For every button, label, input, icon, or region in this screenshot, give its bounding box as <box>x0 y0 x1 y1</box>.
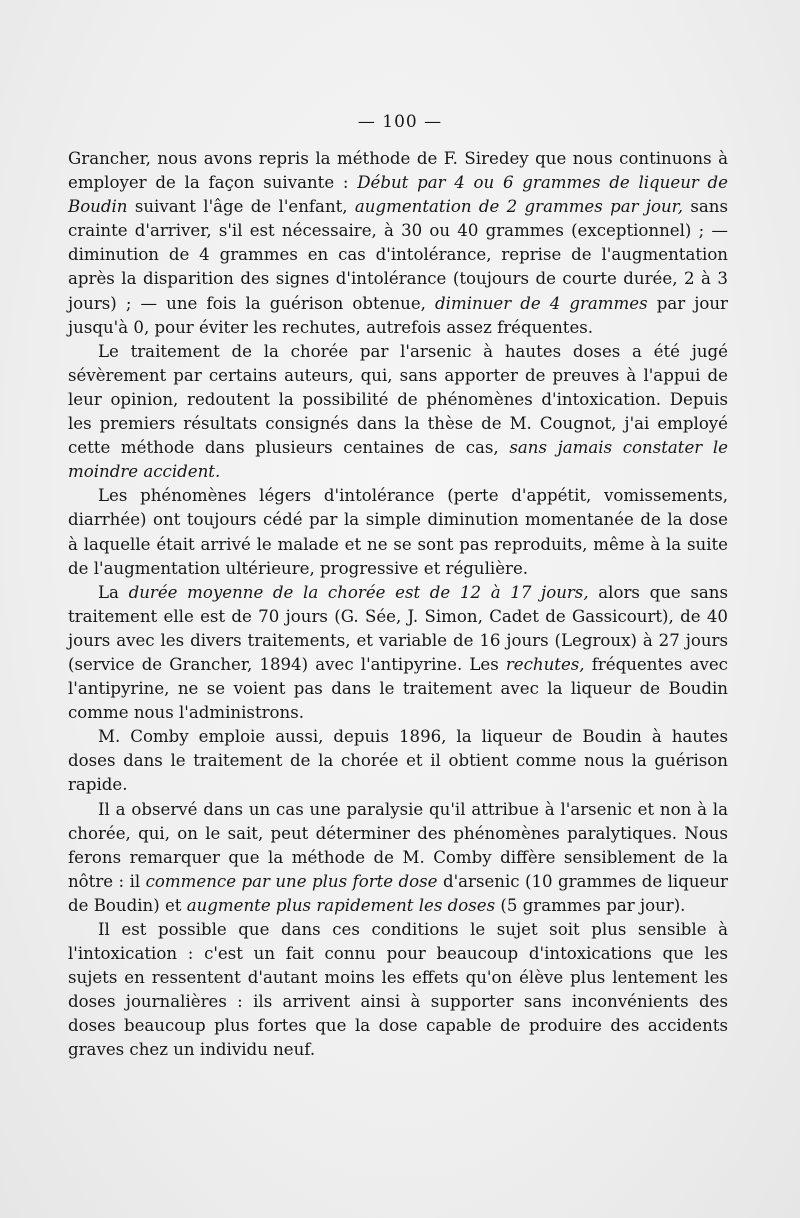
text-run: (5 grammes par jour). <box>495 895 686 915</box>
italic-text: diminuer de 4 grammes <box>435 293 648 313</box>
paragraph-6 <box>68 798 728 918</box>
paragraph-2 <box>68 340 728 485</box>
text-run: M. Comby emploie aussi, depuis 1896, la liqueur de Boudin à hautes doses dans le traitement de la chorée et il obtient comme nous la guérison rapide. <box>68 727 728 795</box>
page-number: — 100 — <box>357 112 443 132</box>
italic-text: Début par 4 ou 6 grammes de liqueur de Boudin <box>68 173 728 217</box>
paragraph-7 <box>68 918 728 1063</box>
paragraph-1 <box>68 147 728 340</box>
italic-text: commence par une plus forte dose <box>145 871 438 891</box>
text-run: Il est possible que dans ces conditions le sujet soit plus sensible à l'intoxication : c'est un fait connu pour beaucoup d'intoxications que les sujets en ressentent d'autant moins les effets qu'on élève plus lentement les doses journalières : ils arrivent ainsi à supporter sans inconvénients des doses beaucoup plus fortes que la dose capable de produire des accidents graves chez un individu neuf. <box>68 920 728 1060</box>
paragraph-3 <box>68 484 728 580</box>
paragraph-5 <box>68 725 728 797</box>
text-run: Le traitement de la chorée par l'arsenic à hautes doses a été jugé sévèrement par certains auteurs, qui, sans apporter de preuves à l'appui de leur opinion, redoutent la possibilité de phénomènes d'intoxication. Depuis les premiers résultats consignés dans la thèse de M. Cougnot, j'ai employé cette méthode dans plusieurs centaines de cas, <box>68 341 728 458</box>
text-run: d'arsenic (10 grammes de liqueur de Boudin) et <box>68 871 728 915</box>
text-run: par jour jusqu'à 0, pour éviter les rechutes, autrefois assez fréquentes. <box>68 293 728 337</box>
text-run: La <box>98 582 129 602</box>
body-text <box>68 147 728 1063</box>
italic-text: sans jamais constater le moindre accident. <box>68 438 728 482</box>
text-run: Il a observé dans un cas une paralysie qu'il attribue à l'arsenic et non à la chorée, qui, on le sait, peut déterminer des phénomènes paralytiques. Nous ferons remarquer que la méthode de M. Comby diffère sensiblement de la nôtre : il <box>68 799 728 891</box>
italic-text: durée moyenne de la chorée est de 12 à 17 jours, <box>128 582 589 602</box>
text-run: Grancher, nous avons repris la méthode de F. Siredey que nous continuons à employer de la façon suivante : <box>68 149 728 193</box>
text-run: alors que sans traitement elle est de 70 jours (G. Sée, J. Simon, Cadet de Gassicourt), de 40 jours avec les divers traitements, et variable de 16 jours (Legroux) à 27 jours (service de Grancher, 1894) avec l'antipyrine. Les <box>68 582 729 674</box>
text-run: fréquentes avec l'antipyrine, ne se voient pas dans le traitement avec la liqueur de Boudin comme nous l'administrons. <box>68 654 728 723</box>
text-run: sans crainte d'arriver, s'il est nécessaire, à 30 ou 40 grammes (exceptionnel) ; — diminution de 4 grammes en cas d'intolérance, reprise de l'augmentation après la disparition des signes d'intolérance (toujours de courte durée, 2 à 3 jours) ; — une fois la guérison obtenue, <box>68 197 728 313</box>
paragraph-4 <box>68 581 728 726</box>
text-run: Les phénomènes légers d'intolérance (perte d'appétit, vomissements, diarrhée) ont toujours cédé par la simple diminution momentanée de la dose à laquelle était arrivé le malade et ne se sont pas reproduits, même à la suite de l'augmentation ultérieure, progressive et régulière. <box>68 486 728 578</box>
text-run: suivant l'âge de l'enfant, <box>127 197 355 217</box>
italic-text: augmente plus rapidement les doses <box>186 895 496 915</box>
italic-text: augmentation de 2 grammes par jour, <box>354 197 684 217</box>
italic-text: rechutes, <box>505 654 585 674</box>
